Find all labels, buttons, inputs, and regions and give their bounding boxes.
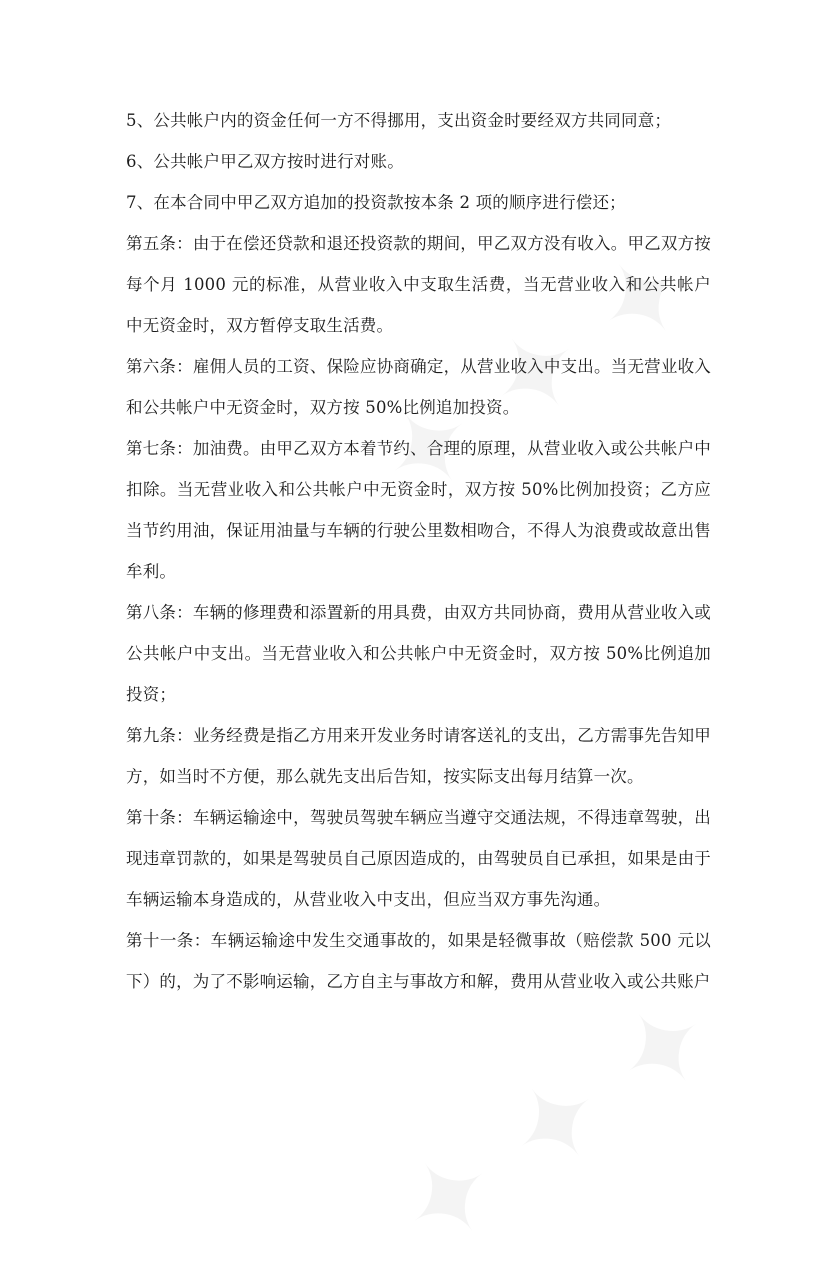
paragraph-article-10: 第十条：车辆运输途中，驾驶员驾驶车辆应当遵守交通法规，不得违章驾驶，出现违章罚款的，如果是驾驶员自己原因造成的，由驾驶员自已承担，如果是由于车辆运输本身造成的，从营业收入中支出，但应当双方事先沟通。 [126, 808, 711, 909]
paragraph-clause-5: 5、公共帐户内的资金任何一方不得挪用，支出资金时要经双方共同同意； [126, 111, 672, 130]
paragraph-article-8: 第八条：车辆的修理费和添置新的用具费，由双方共同协商，费用从营业收入或公共帐户中支出。当无营业收入和公共帐户中无资金时，双方按 50%比例追加投资； [126, 603, 711, 704]
document-body [126, 100, 711, 1002]
paragraph-article-6: 第六条：雇佣人员的工资、保险应协商确定，从营业收入中支出。当无营业收入和公共帐户中无资金时，双方按 50%比例追加投资。 [126, 357, 711, 417]
paragraph-clause-7: 7、在本合同中甲乙双方追加的投资款按本条 2 项的顺序进行偿还； [126, 193, 626, 212]
paragraph-article-7: 第七条：加油费。由甲乙双方本着节约、合理的原理，从营业收入或公共帐户中扣除。当无营业收入和公共帐户中无资金时，双方按 50%比例加投资；乙方应当节约用油，保证用油量与车辆的行驶公里数相吻合，不得人为浪费或故意出售牟利。 [126, 439, 711, 581]
watermark [375, 970, 738, 1277]
paragraph-article-5: 第五条：由于在偿还贷款和退还投资款的期间，甲乙双方没有收入。甲乙双方按每个月 1000 元的标准，从营业收入中支取生活费，当无营业收入和公共帐户中无资金时，双方暂停支取生活费。 [126, 234, 711, 335]
paragraph-article-9: 第九条：业务经费是指乙方用来开发业务时请客送礼的支出，乙方需事先告知甲方，如当时不方便，那么就先支出后告知，按实际支出每月结算一次。 [126, 726, 711, 786]
paragraph-clause-6: 6、公共帐户甲乙双方按时进行对账。 [126, 152, 404, 171]
paragraph-article-11: 第十一条：车辆运输途中发生交通事故的，如果是轻微事故（赔偿款 500 元以下）的，为了不影响运输，乙方自主与事故方和解，费用从营业收入或公共账户 [126, 931, 711, 991]
